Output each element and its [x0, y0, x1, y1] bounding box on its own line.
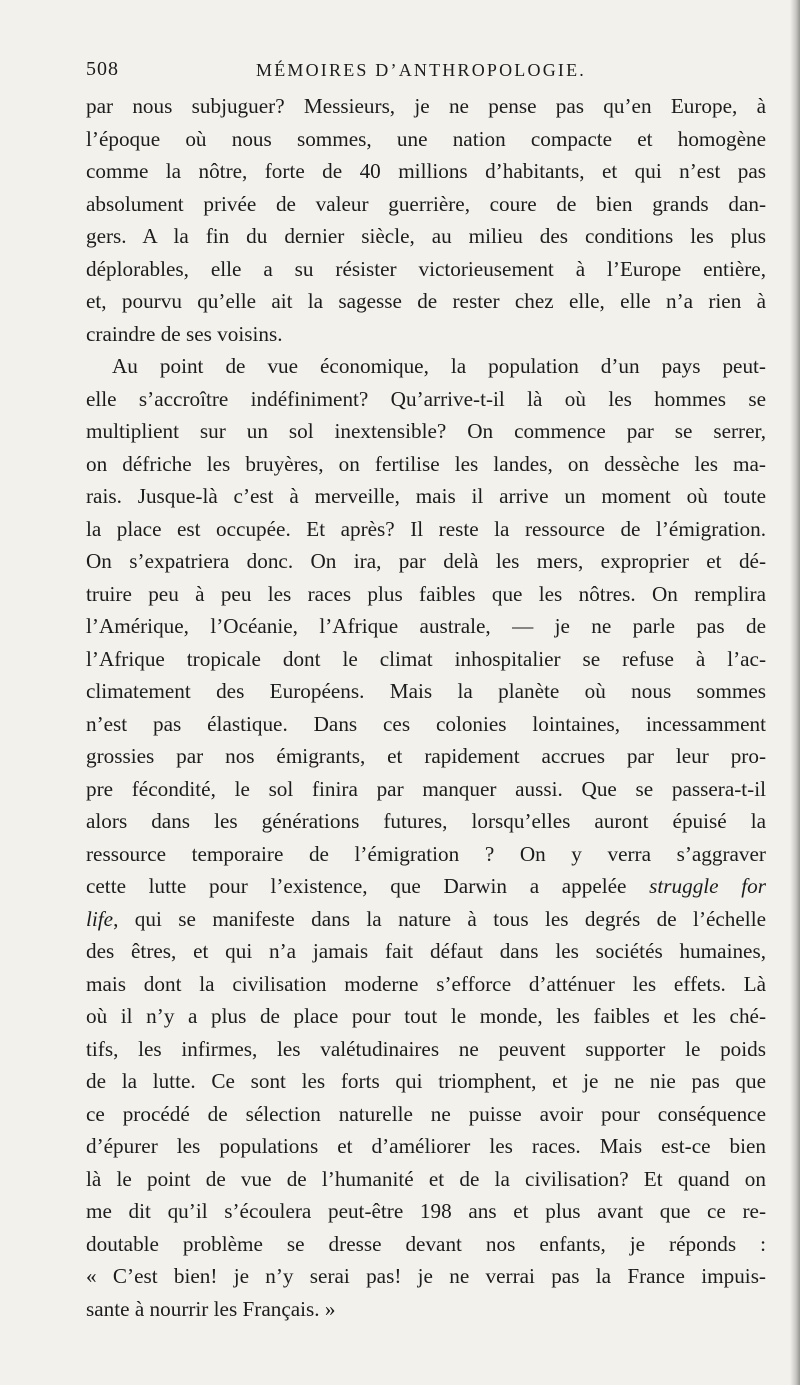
- page-header: [86, 58, 776, 82]
- text-line: pre fécondité, le sol finira par manquer aussi. Que se passera-t-il: [86, 776, 766, 801]
- text-line: comme la nôtre, forte de 40 millions d’habitants, et qui n’est pas: [86, 159, 766, 183]
- text-line: Au point de vue économique, la population d’un pays peut-: [112, 354, 766, 378]
- text-line: elle s’accroître indéfiniment? Qu’arrive-t-il là où les hommes se: [86, 386, 766, 411]
- text-line: absolument privée de valeur guerrière, coure de bien grands dan-: [86, 191, 766, 216]
- text-line: où il n’y a plus de place pour tout le monde, les faibles et les ché-: [86, 1004, 766, 1028]
- text-line: mais dont la civilisation moderne s’efforce d’atténuer les effets. Là: [86, 971, 766, 996]
- text-line: doutable problème se dresse devant nos enfants, je réponds :: [86, 1231, 766, 1256]
- text-line: d’épurer les populations et d’améliorer les races. Mais est-ce bien: [86, 1134, 766, 1158]
- text-line-with-italic: [86, 870, 766, 903]
- text-line: et, pourvu qu’elle ait la sagesse de rester chez elle, elle n’a rien à: [86, 289, 766, 313]
- text-line: tifs, les infirmes, les valétudinaires ne peuvent supporter le poids: [86, 1036, 766, 1061]
- text-line: l’Amérique, l’Océanie, l’Afrique australe, — je ne parle pas de: [86, 614, 766, 638]
- text-line: des êtres, et qui n’a jamais fait défaut dans les sociétés humaines,: [86, 939, 766, 963]
- italic-phrase: struggle for: [649, 874, 766, 898]
- paragraph-1: [86, 90, 766, 350]
- text-line: multiplient sur un sol inextensible? On commence par se serrer,: [86, 419, 766, 443]
- text-line: l’époque où nous sommes, une nation compacte et homogène: [86, 126, 766, 151]
- text-segment: cette lutte pour l’existence, que Darwin a appelée: [86, 874, 650, 898]
- text-line: par nous subjuguer? Messieurs, je ne pense pas qu’en Europe, à: [86, 94, 766, 118]
- text-line: gers. A la fin du dernier siècle, au milieu des conditions les plus: [86, 224, 766, 248]
- text-line: on défriche les bruyères, on fertilise les landes, on dessèche les ma-: [86, 451, 766, 476]
- italic-phrase: life: [86, 906, 114, 931]
- text-line: ressource temporaire de l’émigration ? On y verra s’aggraver: [86, 841, 766, 866]
- text-line: On s’expatriera donc. On ira, par delà les mers, exproprier et dé-: [86, 549, 766, 573]
- text-line-with-italic: [86, 903, 766, 936]
- text-line: la place est occupée. Et après? Il reste la ressource de l’émigration.: [86, 516, 766, 541]
- text-line: truire peu à peu les races plus faibles que les nôtres. On remplira: [86, 581, 766, 606]
- text-line: là le point de vue de l’humanité et de la civilisation? Et quand on: [86, 1166, 766, 1191]
- page-number: 508: [86, 58, 119, 80]
- text-line: rais. Jusque-là c’est à merveille, mais il arrive un moment où toute: [86, 484, 766, 508]
- text-line: craindre de ses voisins.: [86, 321, 283, 346]
- text-line: grossies par nos émigrants, et rapidement accrues par leur pro-: [86, 744, 766, 768]
- text-line: alors dans les générations futures, lorsqu’elles auront épuisé la: [86, 809, 766, 833]
- paragraph-2: [86, 350, 766, 1325]
- running-title: MÉMOIRES D’ANTHROPOLOGIE.: [256, 60, 586, 80]
- text-line: « C’est bien! je n’y serai pas! je ne verrai pas la France impuis-: [86, 1264, 766, 1288]
- text-line: ce procédé de sélection naturelle ne puisse avoir pour conséquence: [86, 1101, 766, 1126]
- body-text: [86, 90, 766, 1325]
- text-line: l’Afrique tropicale dont le climat inhospitalier se refuse à l’ac-: [86, 646, 766, 671]
- text-line: de la lutte. Ce sont les forts qui triomphent, et je ne nie pas que: [86, 1069, 766, 1093]
- text-segment: , qui se manifeste dans la nature à tous les degrés de l’échelle: [113, 906, 766, 931]
- text-line: sante à nourrir les Français. »: [86, 1296, 336, 1321]
- page-edge-shadow: [790, 0, 800, 1385]
- text-line: me dit qu’il s’écoulera peut-être 198 ans et plus avant que ce re-: [86, 1199, 766, 1223]
- text-line: n’est pas élastique. Dans ces colonies lointaines, incessamment: [86, 711, 766, 736]
- text-line: climatement des Européens. Mais la planète où nous sommes: [86, 679, 766, 703]
- text-line: déplorables, elle a su résister victorieusement à l’Europe entière,: [86, 256, 766, 281]
